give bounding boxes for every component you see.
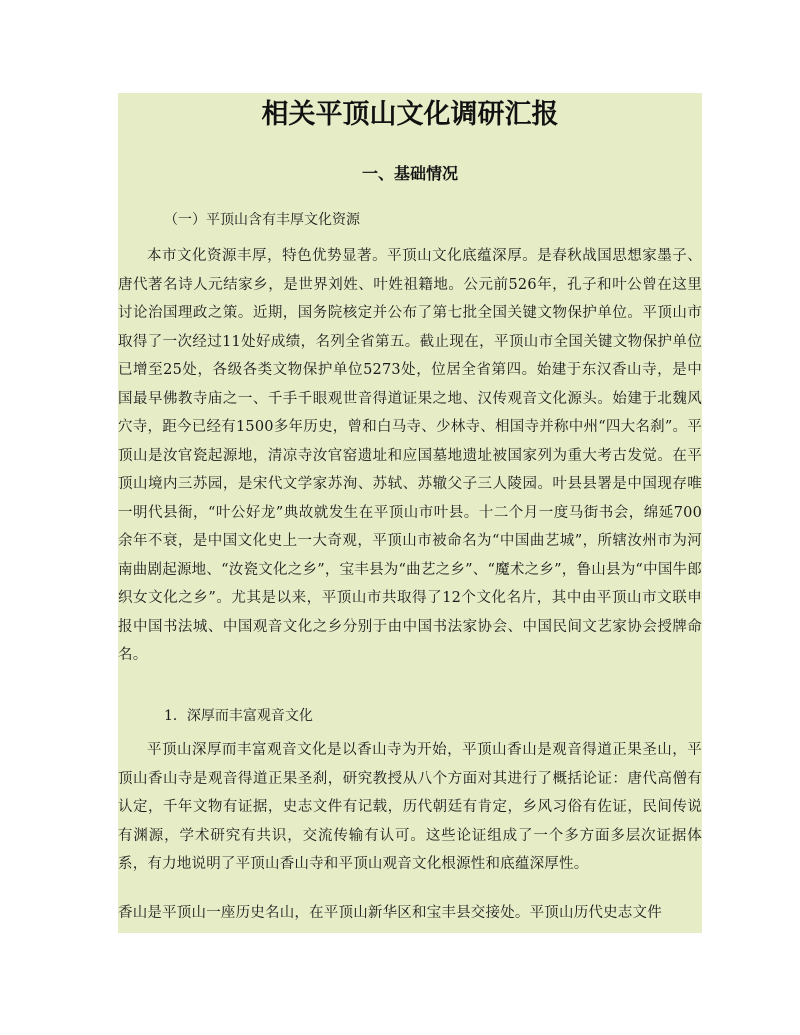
- subheading-cultural-resources: （一）平顶山含有丰厚文化资源: [164, 212, 360, 228]
- section-heading: 一、基础情况: [361, 164, 458, 183]
- document-title: 相关平顶山文化调研汇报: [261, 99, 559, 130]
- paragraph-cultural-resources: 本市文化资源丰厚，特色优势显著。平顶山文化底蕴深厚。是春秋战国思想家墨子、唐代著名诗人元结家乡，是世界刘姓、叶姓祖籍地。公元前526年，孔子和叶公曾在这里讨论治国理政之策。近期，国务院核定并公布了第七批全国关键文物保护单位。平顶山市取得了一次经过11处好成绩，名列全省第五。截止现在，平顶山市全国关键文物保护单位已增至25处，各级各类文物保护单位5273处，位居全省第四。始建于东汉香山寺，是中国最早佛教寺庙之一、千手千眼观世音得道证果之地、汉传观音文化源头。始建于北魏风穴寺，距今已经有1500多年历史，曾和白马寺、少林寺、相国寺并称中州“四大名刹”。平顶山是汝官瓷起源地，清凉寺汝官窑遗址和应国墓地遗址被国家列为重大考古发觉。在平顶山境内三苏园，是宋代文学家苏洵、苏轼、苏辙父子三人陵园。叶县县署是中国现存唯一明代县衙，“叶公好龙”典故就发生在平顶山市叶县。十二个月一度马街书会，绵延700余年不衰，是中国文化史上一大奇观，平顶山市被命名为“中国曲艺城”，所辖汝州市为河南曲剧起源地、“汝瓷文化之乡”，宝丰县为“曲艺之乡”、“魔术之乡”，鲁山县为“中国牛郎织女文化之乡”。尤其是以来，平顶山市共取得了12个文化名片，其中由平顶山市文联申报中国书法城、中国观音文化之乡分别于由中国书法家协会、中国民间文艺家协会授牌命名。: [118, 248, 702, 663]
- document-page: [118, 93, 702, 933]
- paragraph-guanyin-culture: 平顶山深厚而丰富观音文化是以香山寺为开始，平顶山香山是观音得道正果圣山，平顶山香山寺是观音得道正果圣刹，研究教授从八个方面对其进行了概括论证：唐代高僧有认定，千年文物有证据，史志文件有记载，历代朝廷有肯定，乡风习俗有佐证，民间传说有渊源，学术研究有共识，交流传输有认可。这些论证组成了一个多方面多层次证据体系，有力地说明了平顶山香山寺和平顶山观音文化根源性和底蕴深厚性。: [118, 742, 702, 872]
- paragraph-xiangshan: 香山是平顶山一座历史名山，在平顶山新华区和宝丰县交接处。平顶山历代史志文件: [118, 905, 662, 921]
- subheading-guanyin-culture: 1．深厚而丰富观音文化: [164, 708, 313, 724]
